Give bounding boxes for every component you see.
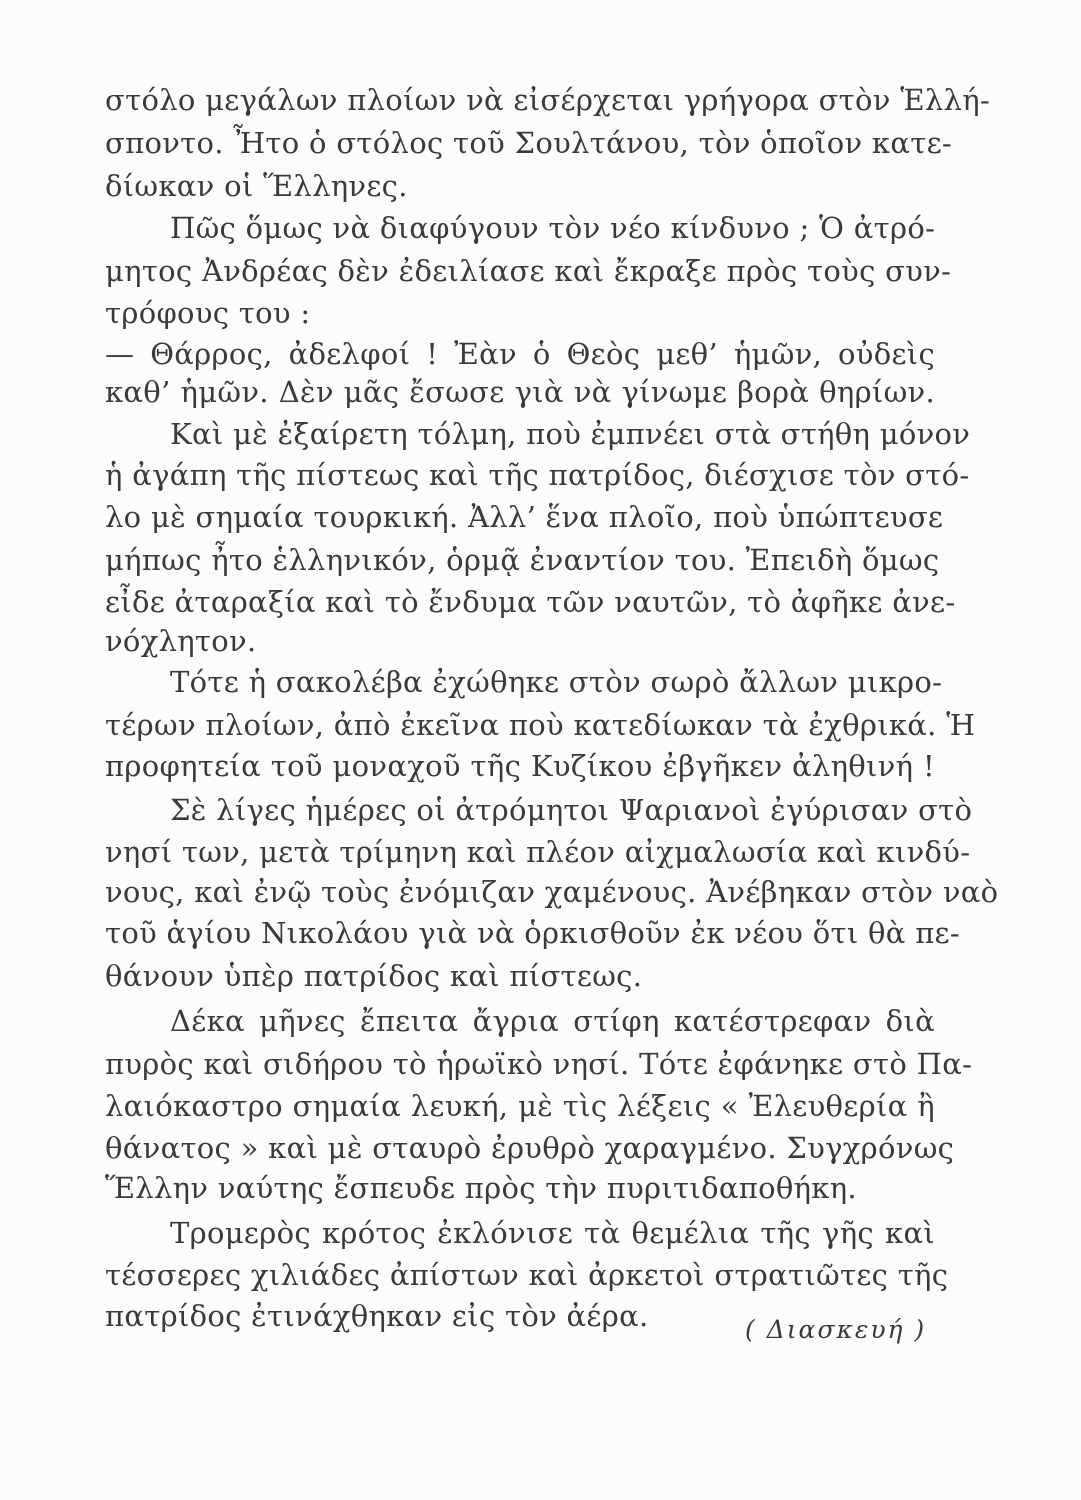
text-line: λο μὲ σημαία τουρκική. Ἀλλ’ ἕνα πλοῖο, ποὺ ὑπώπτευσε	[105, 500, 944, 534]
dialogue-line: — Θάρρος, ἀδελφοί ! Ἐὰν ὁ Θεὸς μεθ’ ἡμῶν, οὐδεὶς	[105, 337, 935, 371]
text-line: πυρὸς καὶ σιδήρου τὸ ἡρωϊκὸ νησί. Τότε ἐφάνηκε στὸ Πα-	[105, 1047, 973, 1081]
text-line: νους, καὶ ἐνῷ τοὺς ἐνόμιζαν χαμένους. Ἀνέβηκαν στὸν ναὸ	[105, 875, 999, 909]
text-line: τοῦ ἁγίου Νικολάου γιὰ νὰ ὁρκισθοῦν ἐκ νέου ὅτι θὰ πε-	[105, 916, 960, 950]
text-line: νησί των, μετὰ τρίμηνη καὶ πλέον αἰχμαλωσία καὶ κινδύ-	[105, 835, 971, 869]
text-line: μήπως ἦτο ἑλληνικόν, ὁρμᾷ ἐναντίον του. Ἐπειδὴ ὅμως	[105, 543, 940, 577]
text-line: καθ’ ἡμῶν. Δὲν μᾶς ἔσωσε γιὰ νὰ γίνωμε βορὰ θηρίων.	[105, 375, 935, 409]
text-line: Πῶς ὅμως νὰ διαφύγουν τὸν νέο κίνδυνο ; Ὁ ἀτρό-	[170, 211, 936, 245]
text-line: τέρων πλοίων, ἀπὸ ἐκεῖνα ποὺ κατεδίωκαν τὰ ἐχθρικά. Ἡ	[105, 708, 976, 742]
text-line: Ἕλλην ναύτης ἔσπευδε πρὸς τὴν πυριτιδαποθήκη.	[105, 1171, 857, 1205]
text-line: θάνατος » καὶ μὲ σταυρὸ ἐρυθρὸ χαραγμένο. Συγχρόνως	[105, 1131, 955, 1165]
text-line: νόχλητον.	[105, 624, 257, 658]
text-line: λαιόκαστρο σημαία λευκή, μὲ τὶς λέξεις « Ἐλευθερία ἢ	[105, 1089, 935, 1123]
text-line: Σὲ λίγες ἡμέρες οἱ ἀτρόμητοι Ψαριανοὶ ἐγύρισαν στὸ	[170, 793, 973, 827]
text-line: τέσσερες χιλιάδες ἀπίστων καὶ ἀρκετοὶ στρατιῶτες τῆς	[105, 1258, 949, 1292]
text-line: τρόφους του :	[105, 296, 311, 330]
text-line: μητος Ἀνδρέας δὲν ἐδειλίασε καὶ ἔκραξε πρὸς τοὺς συν-	[105, 254, 952, 288]
text-line: Δέκα μῆνες ἔπειτα ἄγρια στίφη κατέστρεφαν διὰ	[170, 1004, 935, 1038]
text-line: σποντο. Ἦτο ὁ στόλος τοῦ Σουλτάνου, τὸν ὁποῖον κατε-	[105, 126, 952, 160]
text-line: προφητεία τοῦ μοναχοῦ τῆς Κυζίκου ἐβγῆκεν ἀληθινή !	[105, 749, 935, 783]
text-line: εἶδε ἀταραξία καὶ τὸ ἔνδυμα τῶν ναυτῶν, τὸ ἀφῆκε ἀνε-	[105, 585, 956, 619]
text-line: Τρομερὸς κρότος ἐκλόνισε τὰ θεμέλια τῆς γῆς καὶ	[170, 1216, 935, 1250]
text-line: στόλο μεγάλων πλοίων νὰ εἰσέρχεται γρήγορα στὸν Ἑλλή-	[105, 83, 991, 117]
text-line: Καὶ μὲ ἐξαίρετη τόλμη, ποὺ ἐμπνέει στὰ στήθη μόνον	[170, 417, 971, 451]
text-line: πατρίδος ἐτινάχθηκαν εἰς τὸν ἀέρα.	[105, 1299, 649, 1333]
attribution-note: ( Διασκευή )	[745, 1315, 927, 1344]
text-line: θάνουν ὑπὲρ πατρίδος καὶ πίστεως.	[105, 959, 643, 993]
text-line: Τότε ἡ σακολέβα ἐχώθηκε στὸν σωρὸ ἄλλων μικρο-	[170, 665, 943, 699]
text-line: δίωκαν οἱ Ἕλληνες.	[105, 169, 408, 203]
text-line: ἡ ἀγάπη τῆς πίστεως καὶ τῆς πατρίδος, διέσχισε τὸν στό-	[105, 458, 970, 492]
